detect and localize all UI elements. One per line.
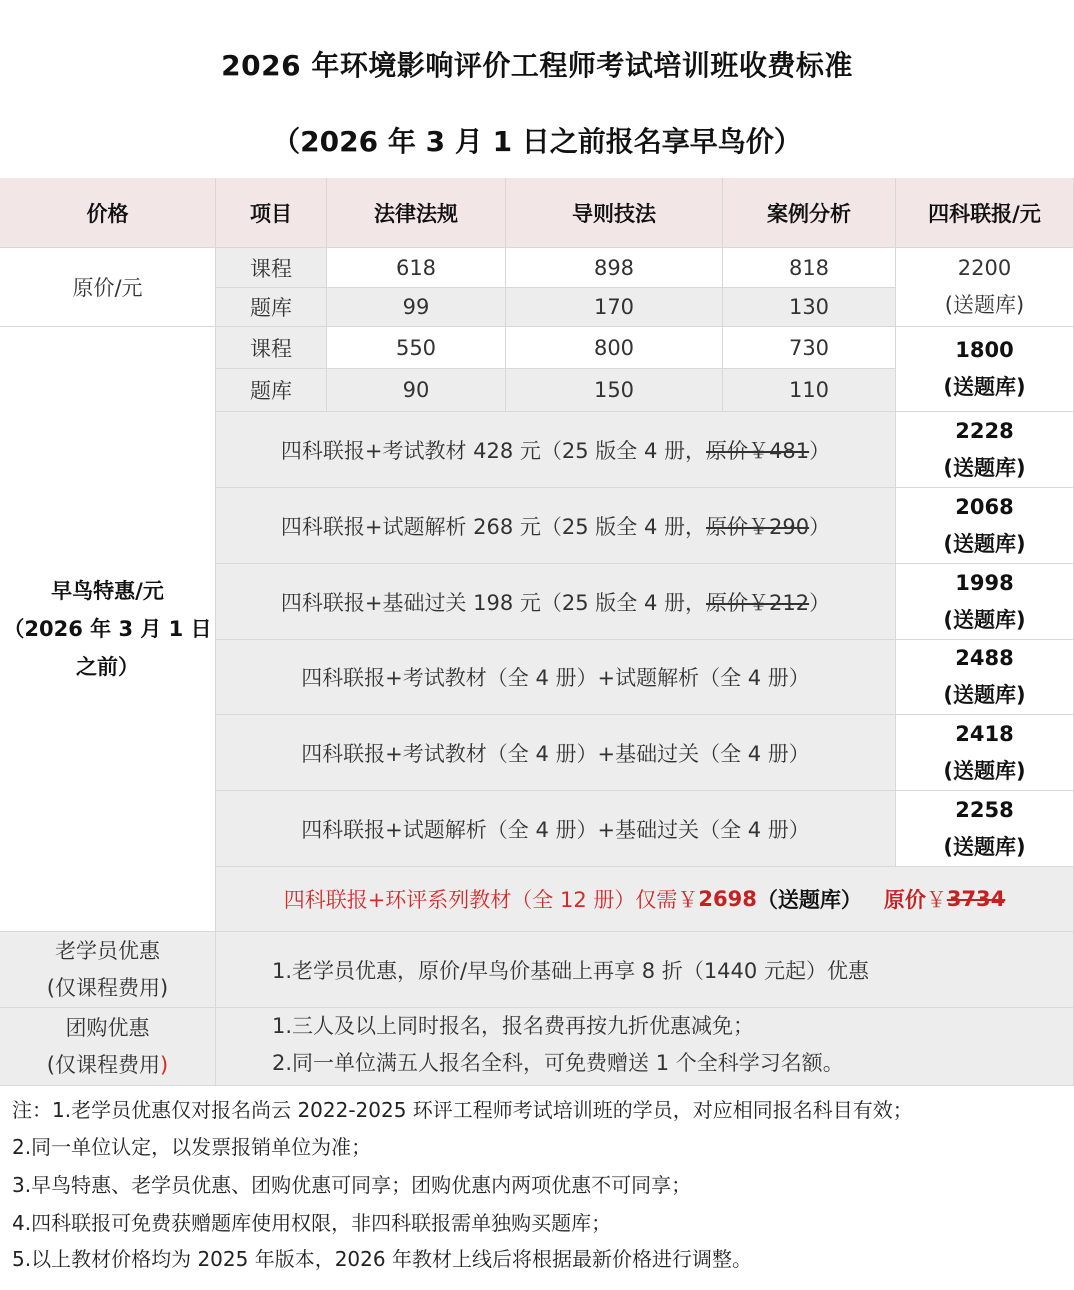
early-course-label: 课程 — [216, 327, 327, 369]
package-desc: 四科联报+考试教材 428 元（25 版全 4 册， — [280, 438, 707, 463]
early-bank-law: 90 — [327, 369, 506, 412]
original-course-label: 课程 — [216, 248, 327, 288]
early-course-guide: 800 — [506, 327, 723, 369]
header-guide: 导则技法 — [506, 178, 723, 248]
package-note: (送题库) — [943, 531, 1026, 556]
early-bank-case: 110 — [723, 369, 896, 412]
notes — [0, 1086, 1074, 1290]
promo-original-price: 3734 — [946, 887, 1006, 911]
original-bank-law: 99 — [327, 288, 506, 327]
original-bundle — [896, 248, 1074, 327]
package-price: 2488 — [955, 646, 1014, 670]
package-desc: 四科联报+考试教材（全 4 册）+基础过关（全 4 册） — [301, 741, 810, 766]
package-note: (送题库) — [943, 834, 1026, 859]
package-original-price: 原价￥290 — [706, 514, 810, 539]
promo-original-currency: ￥ — [925, 888, 947, 912]
group-label-line2: (仅课程费用 — [46, 1052, 160, 1077]
package-desc: 四科联报+试题解析（全 4 册）+基础过关（全 4 册） — [301, 817, 810, 842]
early-label-line1: 早鸟特惠/元 — [51, 579, 164, 603]
package-original-price: 原价￥212 — [706, 590, 810, 615]
package-price-cell — [896, 640, 1074, 715]
original-course-guide: 898 — [506, 248, 723, 288]
original-bundle-note: (送题库) — [944, 293, 1025, 317]
original-bank-case: 130 — [723, 288, 896, 327]
early-bundle-price: 1800 — [955, 338, 1014, 362]
header-bundle: 四科联报/元 — [896, 178, 1074, 248]
note-line: 4.四科联报可免费获赠题库使用权限，非四科联报需单独购买题库； — [12, 1211, 612, 1235]
promo-note: （送题库） — [756, 888, 862, 912]
original-course-case: 818 — [723, 248, 896, 288]
package-row — [216, 564, 896, 640]
package-desc-suffix: ） — [809, 514, 831, 539]
header-law: 法律法规 — [327, 178, 506, 248]
package-note: (送题库) — [943, 758, 1026, 783]
package-row — [216, 791, 896, 867]
alumni-text: 1.老学员优惠，原价/早鸟价基础上再享 8 折（1440 元起）优惠 — [216, 932, 1074, 1008]
original-bundle-price: 2200 — [957, 256, 1012, 280]
alumni-label-line1: 老学员优惠 — [55, 938, 160, 963]
package-note: (送题库) — [943, 683, 1026, 707]
package-row — [216, 715, 896, 791]
package-note: (送题库) — [943, 455, 1026, 480]
package-price-cell — [896, 715, 1074, 791]
package-price-cell — [896, 488, 1074, 564]
early-bank-guide: 150 — [506, 369, 723, 412]
package-price: 2228 — [955, 418, 1014, 443]
group-label-line2-wrap — [47, 1047, 168, 1084]
group-line2: 2.同一单位满五人报名全科，可免费赠送 1 个全科学习名额。 — [272, 1051, 844, 1075]
original-course-law: 618 — [327, 248, 506, 288]
package-desc: 四科联报+试题解析 268 元（25 版全 4 册， — [280, 514, 707, 539]
package-price: 2068 — [955, 494, 1014, 519]
group-label-line1: 团购优惠 — [65, 1015, 150, 1040]
package-price-cell — [896, 791, 1074, 867]
early-course-case: 730 — [723, 327, 896, 369]
note-line: 3.早鸟特惠、老学员优惠、团购优惠可同享；团购优惠内两项优惠不可同享； — [12, 1173, 692, 1197]
early-label-line2: （2026 年 3 月 1 日 — [3, 617, 212, 641]
group-line1: 1.三人及以上同时报名，报名费再按九折优惠减免； — [272, 1014, 755, 1038]
early-label — [0, 327, 216, 932]
header-price: 价格 — [0, 178, 216, 248]
package-desc: 四科联报+基础过关 198 元（25 版全 4 册， — [280, 590, 707, 615]
early-bundle — [896, 327, 1074, 412]
package-price-cell — [896, 412, 1074, 488]
early-bundle-note: (送题库) — [943, 375, 1026, 399]
package-price: 2258 — [955, 797, 1014, 822]
title-block — [0, 0, 1074, 178]
original-bank-label: 题库 — [216, 288, 327, 327]
promo-original-label: 原价 — [883, 888, 926, 912]
group-label — [0, 1008, 216, 1086]
group-text — [216, 1008, 1074, 1086]
package-desc: 四科联报+考试教材（全 4 册）+试题解析（全 4 册） — [301, 666, 810, 690]
note-line: 5.以上教材价格均为 2025 年版本，2026 年教材上线后将根据最新价格进行调整。 — [12, 1247, 752, 1271]
note-line: 2.同一单位认定，以发票报销单位为准； — [12, 1135, 372, 1159]
package-note: (送题库) — [943, 607, 1026, 632]
group-label-paren: ) — [160, 1052, 169, 1077]
package-original-price: 原价￥481 — [706, 438, 810, 463]
package-price: 2418 — [955, 721, 1014, 746]
early-label-line3: 之前） — [76, 655, 139, 679]
promo-row — [216, 867, 1074, 932]
page-title: 2026 年环境影响评价工程师考试培训班收费标准 — [221, 49, 853, 82]
package-row — [216, 412, 896, 488]
alumni-label — [0, 932, 216, 1008]
package-price: 1998 — [955, 570, 1014, 595]
page-subtitle: （2026 年 3 月 1 日之前报名享早鸟价） — [272, 125, 802, 158]
package-row — [216, 488, 896, 564]
package-price-cell — [896, 564, 1074, 640]
original-label: 原价/元 — [0, 248, 216, 327]
promo-price: 2698 — [698, 887, 757, 911]
promo-text: 四科联报+环评系列教材（全 12 册）仅需￥ — [283, 888, 699, 912]
package-desc-suffix: ） — [809, 590, 831, 615]
alumni-label-line2: (仅课程费用) — [46, 975, 169, 1000]
header-case: 案例分析 — [723, 178, 896, 248]
note-line: 注：1.老学员优惠仅对报名尚云 2022-2025 环评工程师考试培训班的学员，对应相同报名科目有效； — [12, 1098, 913, 1122]
package-desc-suffix: ） — [809, 438, 831, 463]
early-bank-label: 题库 — [216, 369, 327, 412]
header-item: 项目 — [216, 178, 327, 248]
original-bank-guide: 170 — [506, 288, 723, 327]
early-course-law: 550 — [327, 327, 506, 369]
package-row — [216, 640, 896, 715]
